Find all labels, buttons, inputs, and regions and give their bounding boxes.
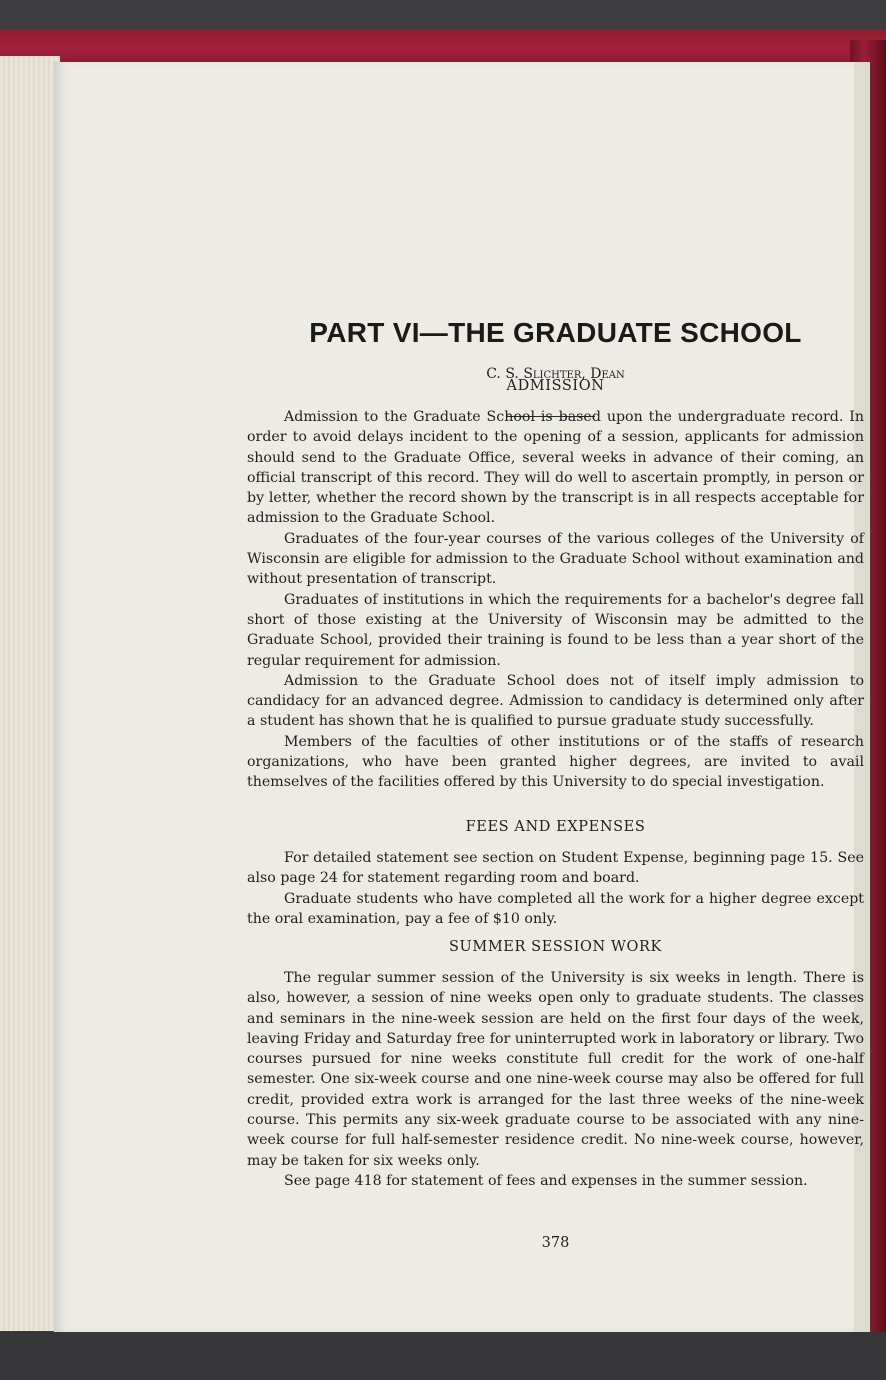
admission-paragraph: Admission to the Graduate School does not of itself imply admission to candidacy for an advanced degree. Admission to candidacy is determined only after a student has shown that he is qualified to pursue graduate study successfully. bbox=[247, 672, 864, 730]
page-stack-left bbox=[0, 56, 60, 1331]
fees-paragraph: For detailed statement see section on Student Expense, beginning page 15. See also page 24 for statement regarding room and board. bbox=[247, 850, 864, 887]
fees-section bbox=[247, 848, 864, 929]
fees-paragraph: Graduate students who have completed all the work for a higher degree except the oral examination, pay a fee of $10 only. bbox=[247, 890, 864, 927]
summer-heading: SUMMER SESSION WORK bbox=[449, 939, 662, 955]
fees-heading: FEES AND EXPENSES bbox=[465, 819, 646, 835]
admission-paragraph: Graduates of the four-year courses of the various colleges of the University of Wisconsin are eligible for admission to the Graduate School without examination and without presentation of transcript. bbox=[247, 530, 864, 588]
page-title: PART VI—THE GRADUATE SCHOOL bbox=[309, 317, 802, 348]
book-page bbox=[54, 62, 864, 1332]
summer-paragraph: See page 418 for statement of fees and expenses in the summer session. bbox=[284, 1172, 808, 1189]
admission-paragraph: Graduates of institutions in which the requirements for a bachelor's degree fall short of those existing at the University of Wisconsin may be admitted to the Graduate School, provided their training is found to be less than a year short of the regular requirement for admission. bbox=[247, 591, 864, 669]
admission-paragraph: Members of the faculties of other institutions or of the staffs of research organizations, who have been granted higher degrees, are invited to avail themselves of the facilities offered by this University to do special investigation. bbox=[247, 733, 864, 791]
admission-section bbox=[247, 407, 864, 793]
summer-paragraph: The regular summer session of the University is six weeks in length. There is also, however, a session of nine weeks open only to graduate students. The classes and seminars in the nine-week session are held on the first four days of the week, leaving Friday and Saturday free for uninterrupted work in laboratory or library. Two courses pursued for nine weeks constitute full credit for the work of one-half semester. One six-week course and one nine-week course may also be offered for full credit, provided extra work is arranged for the last three weeks of the nine-week course. This permits any six-week graduate course to be associated with any nine-week course for full half-semester residence credit. No nine-week course, however, may be taken for six weeks only. bbox=[247, 970, 864, 1169]
summer-section bbox=[247, 968, 864, 1191]
page-number: 378 bbox=[541, 1235, 570, 1251]
background-bottom bbox=[0, 1332, 886, 1380]
admission-paragraph: Admission to the Graduate School is based upon the undergraduate record. In order to avoid delays incident to the opening of a session, applicants for admission should send to the Graduate Office, several weeks in advance of their coming, an official transcript of this record. They will do well to ascertain promptly, in person or by letter, whether the record shown by the transcript is in all respects acceptable for admission to the Graduate School. bbox=[247, 409, 864, 527]
dean-name: C. S. Slichter, Dean bbox=[486, 366, 625, 382]
admission-heading: ADMISSION bbox=[506, 378, 605, 394]
